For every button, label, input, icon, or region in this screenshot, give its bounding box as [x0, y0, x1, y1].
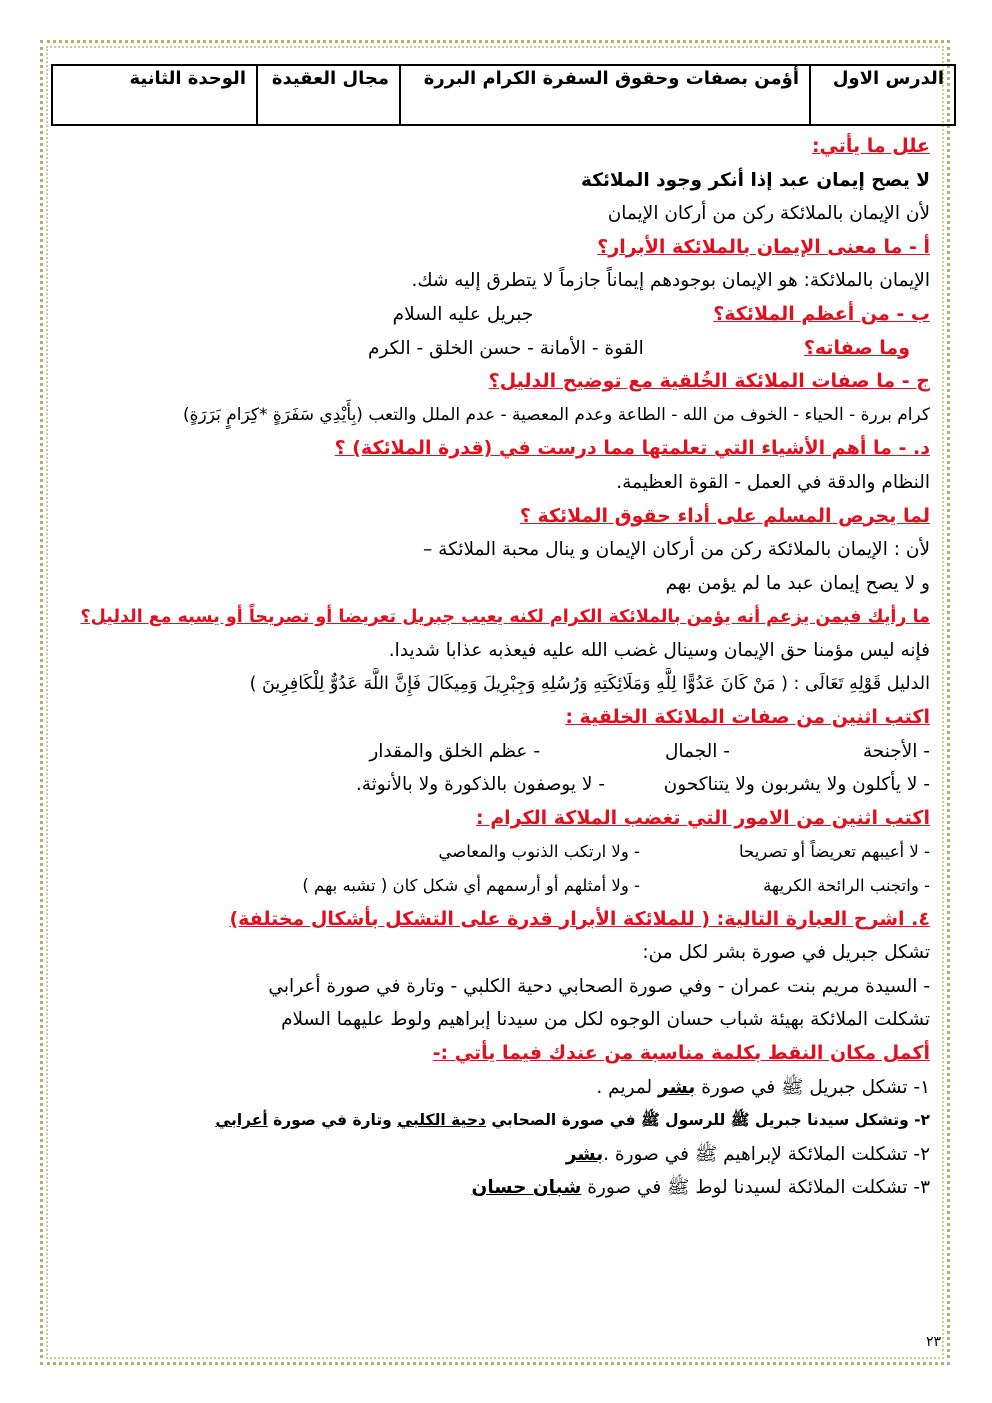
answer: لأن : الإيمان بالملائكة ركن من أركان الإيمان و ينال محبة الملائكة –: [423, 539, 930, 561]
question: أ - ما معنى الإيمان بالملائكة الأبرار؟: [597, 235, 930, 258]
question: ب - من أعظم الملائكة؟: [713, 302, 930, 325]
answer: الإيمان بالملائكة: هو الإيمان بوجودهم إيماناً جازماً لا يتطرق إليه شك.: [411, 270, 930, 292]
section-heading: علل ما يأتي:: [811, 135, 930, 157]
answer-row: [68, 768, 930, 802]
fill-item: [68, 1171, 930, 1205]
header-title: أؤمن بصفات وحقوق السفرة الكرام البررة: [399, 66, 809, 124]
fill-text: ٢- تشكلت الملائكة لإبراهيم ﷺ في صورة .: [603, 1143, 930, 1165]
lesson-header-table: [51, 64, 956, 126]
question: ما رأيك فيمن يزعم أنه يؤمن بالملائكة الكرام لكنه يعيب جبريل تعريضا أو تصريحاً أو يسبه مع الدليل؟: [80, 607, 930, 628]
answer-item: - ولا ارتكب الذنوب والمعاصي: [438, 842, 640, 862]
fill-answer: أعرابي: [215, 1111, 268, 1130]
header-lesson: الدرس الاول: [809, 66, 954, 124]
answer: النظام والدقة في العمل - القوة العظيمة.: [616, 471, 930, 493]
answer-row: [68, 835, 930, 869]
answer: لأن الإيمان بالملائكة ركن من أركان الإيمان: [607, 203, 930, 225]
answer: فإنه ليس مؤمنا حق الإيمان وسينال غضب الله عليه فيعذبه عذابا شديدا.: [388, 639, 930, 661]
fill-text: ٢- وتشكل سيدنا جبريل ﷺ للرسول ﷺ في صورة الصحابي: [485, 1111, 930, 1130]
answer: تشكل جبريل في صورة بشر لكل من:: [642, 942, 930, 964]
answer-item: - لا يأكلون ولا يشربون ولا يتناكحون: [663, 774, 930, 796]
answer: جبريل عليه السلام: [392, 303, 534, 325]
header-unit: الوحدة الثانية: [129, 68, 246, 89]
answer: القوة - الأمانة - حسن الخلق - الكرم: [367, 337, 644, 359]
page-number: ٢٣: [926, 1334, 942, 1350]
question: أكمل مكان النقط بكلمة مناسبة من عندك فيما يأتي :-: [432, 1042, 930, 1065]
answer: تشكلت الملائكة بهيئة شباب حسان الوجوه لكل من سيدنا إبراهيم ولوط عليهما السلام: [281, 1009, 930, 1031]
fill-item: [68, 1104, 930, 1138]
fill-item: [68, 1138, 930, 1172]
answer: كرام بررة - الحياء - الخوف من الله - الطاعة وعدم المعصية - عدم الملل والتعب (بِأَيْدِي سَفَرَةٍ *كِرَامٍ بَرَرَةٍ): [183, 404, 930, 425]
answer: - السيدة مريم بنت عمران - وفي صورة الصحابي دحية الكلبي - وتارة في صورة أعرابي: [268, 975, 930, 997]
answer-item: - ولا أمثلهم أو أرسمهم أي شكل كان ( تشبه بهم ): [302, 876, 640, 896]
fill-text: ٣- تشكلت الملائكة لسيدنا لوط ﷺ في صورة: [581, 1177, 930, 1199]
fill-text: وتارة في صورة: [267, 1111, 398, 1130]
question: اكتب اثنين من صفات الملائكة الخلقية :: [565, 706, 930, 729]
question: ج - ما صفات الملائكة الخُلقية مع توضيح الدليل؟: [488, 370, 930, 393]
answer: و لا يصح إيمان عبد ما لم يؤمن بهم: [665, 572, 930, 594]
fill-answer: دحية الكلبي: [397, 1111, 486, 1130]
question: ٤. اشرح العبارة التالية: ( للملائكة الأبرار قدرة على التشكل بأشكال مختلفة): [229, 907, 930, 930]
header-field: مجال العقيدة: [256, 66, 399, 124]
fill-item: [68, 1071, 930, 1105]
answer-row: [68, 869, 930, 903]
question: لما يحرص المسلم على أداء حقوق الملائكة ؟: [519, 504, 930, 527]
answer-item: - لا يوصفون بالذكورة ولا بالأنوثة.: [355, 774, 605, 796]
fill-answer: بشر: [658, 1076, 696, 1098]
fill-text: لمريم .: [596, 1076, 659, 1098]
answer-row: [68, 735, 930, 769]
answer-item: - عظم الخلق والمقدار: [369, 740, 540, 762]
answer: الدليل قَوْلِهِ تَعَالَى : ( مَنْ كَانَ عَدُوًّا لِلَّهِ وَمَلَائِكَتِهِ وَرُسُلِهِ وَجِبْرِيلَ وَمِيكَالَ فَإِنَّ اللَّهَ عَدُوٌّ لِلْكَافِرِينَ ): [249, 673, 930, 694]
answer-item: - الأجنحة: [862, 740, 930, 762]
fill-text: ١- تشكل جبريل ﷺ في صورة: [695, 1076, 930, 1098]
question: لا يصح إيمان عبد إذا أنكر وجود الملائكة: [581, 169, 930, 191]
fill-answer: شبان حسان: [471, 1177, 582, 1199]
answer-item: - الجمال: [664, 740, 730, 762]
answer-item: - واتجنب الرائحة الكريهة: [763, 876, 930, 896]
question: د. - ما أهم الأشياء التي تعلمتها مما درست في (قدرة الملائكة) ؟: [334, 437, 930, 460]
fill-answer: بشر: [565, 1143, 604, 1165]
answer-item: - لا أعيبهم تعريضاً أو تصريحا: [739, 842, 930, 862]
question: اكتب اثنين من الامور التي تغضب الملاكة الكرام :: [476, 806, 930, 829]
worksheet-content: [68, 130, 930, 1205]
question: وما صفاته؟: [803, 336, 910, 359]
